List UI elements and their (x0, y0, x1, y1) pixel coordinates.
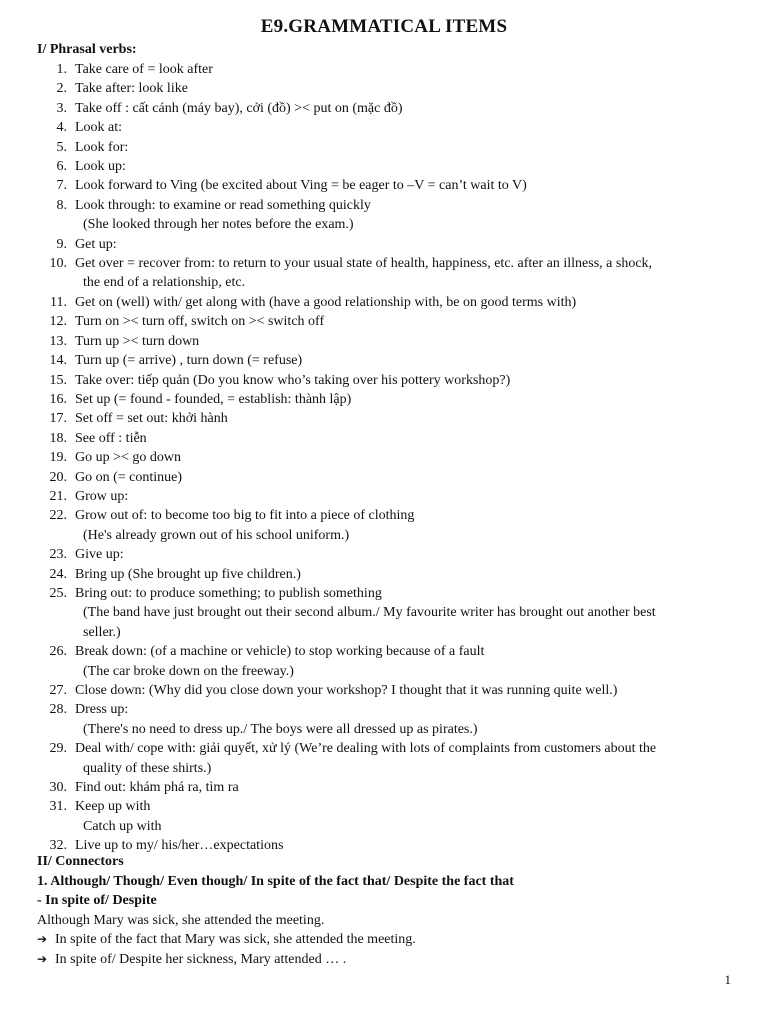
list-item-number: 26. (49, 644, 67, 660)
list-item-continuation: (The car broke down on the freeway.) (83, 663, 294, 679)
phrasal-verb-list (0, 60, 768, 856)
list-item-number: 15. (49, 372, 67, 388)
list-item-number: 11. (50, 294, 67, 310)
connectors-section (37, 852, 757, 970)
list-item-continuation: (He's already grown out of his school uniform.) (83, 527, 350, 543)
list-item-number: 22. (49, 508, 67, 524)
list-item (0, 797, 768, 816)
list-item (0, 60, 768, 79)
list-item (0, 235, 768, 254)
list-item-text: Get over = recover from: to return to your usual state of health, happiness, etc. after an illness, a shock, (75, 256, 653, 272)
list-item-text: Take over: tiếp quản (Do you know who’s taking over his pottery workshop?) (75, 372, 511, 388)
list-item (0, 99, 768, 118)
list-item (0, 700, 768, 719)
list-item-number: 27. (49, 683, 67, 698)
list-item-continuation: quality of these shirts.) (83, 760, 212, 776)
list-item (0, 468, 768, 487)
list-item (0, 545, 768, 564)
list-item-number: 8. (56, 197, 67, 213)
list-item-number: 21. (49, 488, 67, 504)
list-item-text: Dress up: (75, 702, 129, 718)
list-item-text: Set up (= found - founded, = establish: thành lập) (75, 391, 352, 407)
example-sentence: Although Mary was sick, she attended the meeting. (37, 912, 325, 928)
list-item-text: Find out: khám phá ra, tìm ra (75, 780, 239, 796)
list-item (0, 584, 768, 603)
list-item (0, 138, 768, 157)
list-item-text: Bring out: to produce something; to publish something (75, 585, 382, 601)
arrow-line (37, 950, 757, 970)
list-item-number: 30. (49, 780, 67, 796)
list-item-number: 4. (56, 120, 67, 136)
list-item-number: 5. (56, 139, 67, 155)
list-item-number: 24. (49, 566, 67, 582)
list-item (0, 487, 768, 506)
section-heading-connectors: II/ Connectors (37, 854, 124, 869)
list-item-text: Live up to my/ his/her…expectations (75, 838, 284, 854)
list-item-text: Close down: (Why did you close down your workshop? I thought that it was running quite well.) (75, 683, 618, 698)
list-item (0, 739, 768, 758)
page-title: E9.GRAMMATICAL ITEMS (260, 16, 508, 37)
section-heading-phrasal-verbs: I/ Phrasal verbs: (37, 42, 137, 57)
list-item (0, 312, 768, 331)
list-item-number: 28. (49, 702, 67, 718)
list-item (0, 681, 768, 700)
list-item-text: Turn on >< turn off, switch on >< switch off (75, 314, 325, 330)
list-item-text: Break down: (of a machine or vehicle) to stop working because of a fault (75, 644, 485, 660)
list-item-number: 17. (49, 411, 67, 427)
list-item (0, 506, 768, 525)
list-item-number: 25. (49, 585, 67, 601)
arrow-line (37, 930, 757, 950)
connector-subheading: - In spite of/ Despite (37, 893, 157, 909)
list-item-continuation: (There's no need to dress up./ The boys were all dressed up as pirates.) (83, 721, 478, 737)
list-item (0, 118, 768, 137)
list-item-number: 2. (56, 81, 67, 97)
list-item-text: Set off = set out: khởi hành (75, 411, 228, 427)
list-item-text: Get on (well) with/ get along with (have a good relationship with, be on good terms with) (75, 294, 577, 310)
list-item-continuation: Catch up with (83, 818, 162, 834)
list-item-number: 6. (56, 159, 67, 175)
arrow-icon: ➔ (37, 951, 48, 966)
list-item (0, 642, 768, 661)
list-item-text: Go on (= continue) (75, 469, 183, 485)
list-item-continuation: seller.) (83, 624, 121, 640)
list-item-number: 9. (56, 236, 67, 252)
list-item-number: 18. (49, 430, 67, 446)
list-item-text: Keep up with (75, 799, 151, 815)
list-item-text: Give up: (75, 547, 124, 563)
list-item-number: 10. (49, 256, 67, 272)
list-item (0, 429, 768, 448)
list-item-number: 1. (56, 62, 67, 77)
list-item (0, 351, 768, 370)
list-item-number: 31. (49, 799, 67, 815)
list-item-text: Bring up (She brought up five children.) (75, 566, 301, 582)
list-item-number: 7. (56, 178, 67, 194)
list-item-continuation: the end of a relationship, etc. (83, 275, 246, 291)
list-item (0, 409, 768, 428)
list-item (0, 254, 768, 273)
list-item (0, 176, 768, 195)
list-item-number: 3. (56, 100, 67, 116)
list-item-text: Look through: to examine or read something quickly (75, 197, 371, 213)
list-item (0, 390, 768, 409)
list-item-text: Take after: look like (75, 81, 188, 97)
list-item-text: Turn up >< turn down (75, 333, 200, 349)
arrow-line-text: In spite of/ Despite her sickness, Mary attended … . (55, 951, 347, 967)
arrow-line-text: In spite of the fact that Mary was sick, she attended the meeting. (55, 932, 416, 948)
list-item-number: 29. (49, 741, 67, 757)
list-item-text: Go up >< go down (75, 450, 182, 466)
list-item (0, 79, 768, 98)
list-item (0, 778, 768, 797)
connector-heading: 1. Although/ Though/ Even though/ In spite of the fact that/ Despite the fact that (37, 873, 514, 889)
list-item-text: Deal with/ cope with: giải quyết, xử lý (We’re dealing with lots of complaints from customers about the (75, 741, 657, 757)
list-item-number: 23. (49, 547, 67, 563)
list-item-continuation: (She looked through her notes before the exam.) (83, 217, 354, 233)
list-item-number: 13. (49, 333, 67, 349)
list-item-number: 16. (49, 391, 67, 407)
list-item (0, 448, 768, 467)
list-item (0, 565, 768, 584)
list-item-number: 20. (49, 469, 67, 485)
list-item-text: Take off : cất cánh (máy bay), cởi (đồ) >< put on (mặc đồ) (75, 100, 403, 116)
list-item-number: 32. (49, 838, 67, 854)
list-item-text: Get up: (75, 236, 117, 252)
list-item-text: Grow up: (75, 488, 129, 504)
list-item (0, 196, 768, 215)
list-item-number: 19. (49, 450, 67, 466)
list-item (0, 157, 768, 176)
list-item-text: Grow out of: to become too big to fit into a piece of clothing (75, 508, 415, 524)
list-item-number: 14. (49, 353, 67, 369)
page-number: 1 (724, 972, 731, 987)
list-item-text: Look up: (75, 159, 126, 175)
list-item (0, 332, 768, 351)
list-item-continuation: (The band have just brought out their second album./ My favourite writer has brought out another best (83, 605, 656, 621)
arrow-icon: ➔ (37, 932, 48, 947)
list-item-text: Look for: (75, 139, 129, 155)
list-item-number: 12. (49, 314, 67, 330)
list-item (0, 371, 768, 390)
list-item-text: See off : tiễn (75, 430, 147, 446)
list-item-text: Look forward to Ving (be excited about Ving = be eager to –V = can’t wait to V) (75, 178, 527, 194)
list-item-text: Take care of = look after (75, 62, 213, 77)
list-item-text: Look at: (75, 120, 123, 136)
list-item-text: Turn up (= arrive) , turn down (= refuse) (75, 353, 303, 369)
list-item (0, 293, 768, 312)
